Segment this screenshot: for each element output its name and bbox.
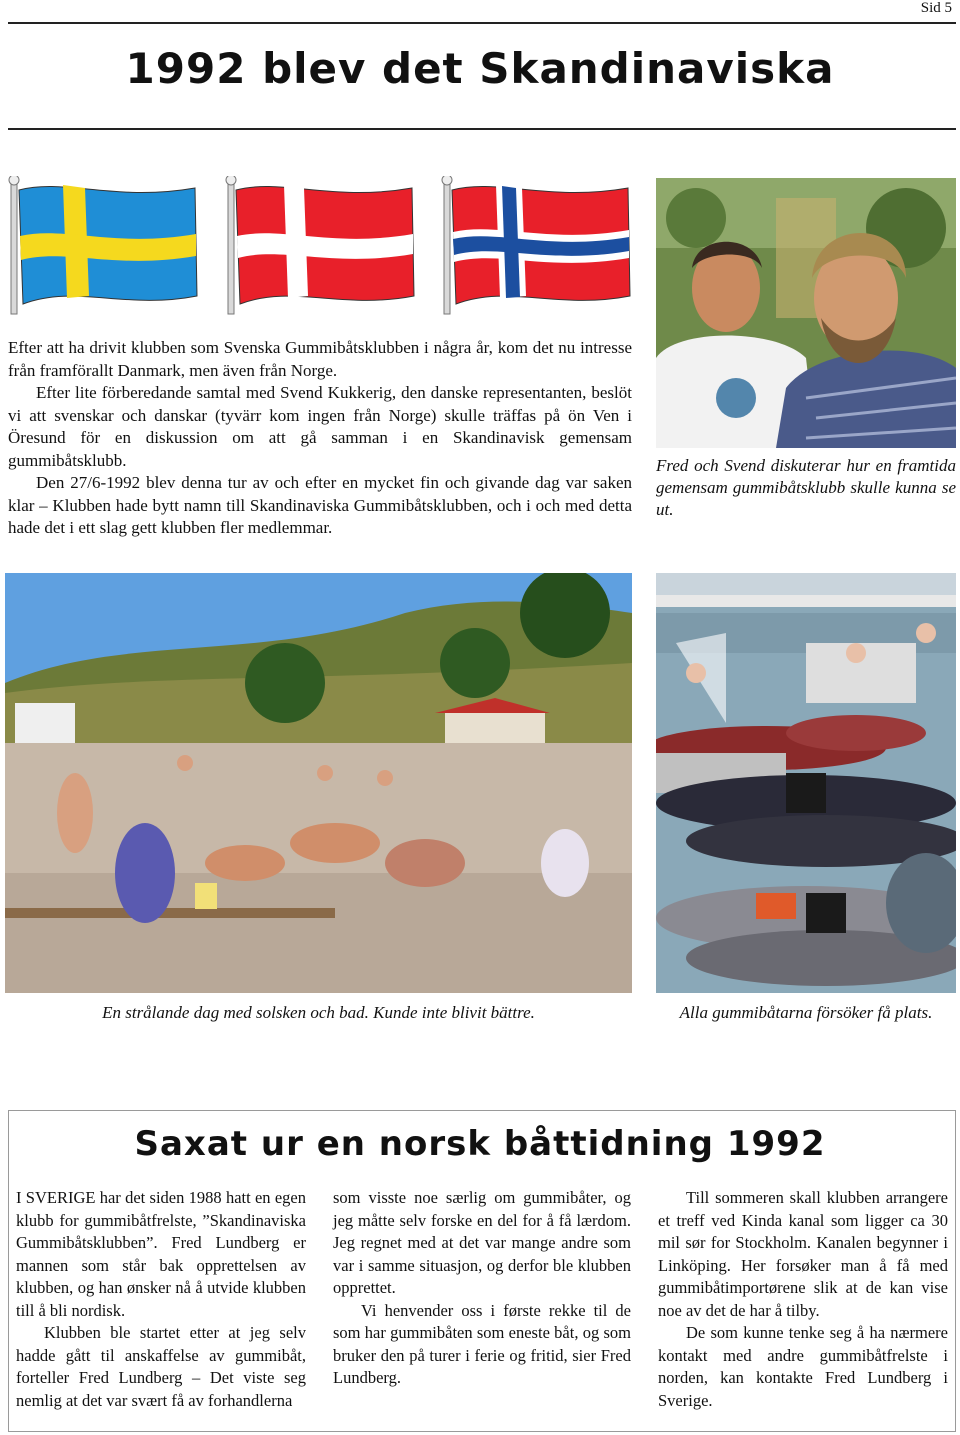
saxat-col1-paragraph-2: Klubben ble startet etter at jeg selv hadde gått til anskaffelse av gummibåt, forteller Fred Lundberg – Det viste seg nemlig at det var svært få av forhandlerna [16, 1323, 306, 1410]
article-paragraph-3: Den 27/6-1992 blev denna tur av och efter en mycket fin och givande dag var saken klar – Klubben hade bytt namn till Skandinaviska Gummibåtsklubben, och i och med detta hade det i ett slag gett klubben fler medlemmar. [8, 473, 632, 537]
saxat-col2-paragraph-2: Vi henvender oss i første rekke til de som har gummibåten som eneste båt, og som bruker den på turer i ferie og fritid, sier Fred Lundberg. [333, 1300, 631, 1387]
saxat-column-3 [658, 1187, 948, 1412]
saxat-col1-paragraph-1: I SVERIGE har det siden 1988 hatt en egen klubb for gummibåtfrelste, ”Skandinaviska Gummibåtsklubben”. Fred Lundberg er mannen som står bak opprettelsen av klubben, og han ønsker nå å utvide klubben till å bli nordisk. [16, 1188, 306, 1320]
boats-photo [656, 573, 956, 993]
article-body [8, 337, 632, 540]
beach-photo [5, 573, 632, 993]
portrait-photo [656, 178, 956, 448]
norway-flag-icon [438, 176, 638, 316]
portrait-caption: Fred och Svend diskuterar hur en framtida gemensam gummibåtsklubb skulle kunna se ut. [656, 456, 956, 519]
article-paragraph-2: Efter lite förberedande samtal med Svend Kukkerig, den danske representanten, beslöt vi att svenskar och danskar (tyvärr kom ingen från Norge) skulle träffas på ön Ven i Öresund för en diskussion om att gå samman i en Skandinavisk gemensam gummibåtsklubb. [8, 383, 632, 470]
saxat-col3-paragraph-1: Till sommeren skall klubben arrangere et treff ved Kinda kanal som ligger ca 30 mil sør for Stockholm. Kanalen begynner i Linköping. Her forsøker man å få med gummibåtimportørene slik at de kan vise noe av det de har å tilby. [658, 1188, 948, 1320]
page-title: 1992 blev det Skandinaviska [125, 44, 835, 93]
article-paragraph-1: Efter att ha drivit klubben som Svenska Gummibåtsklubben i några år, kom det nu intresse från framförallt Danmark, men även från Norge. [8, 338, 632, 380]
saxat-title: Saxat ur en norsk båttidning 1992 [134, 1124, 826, 1164]
saxat-column-2 [333, 1187, 631, 1390]
saxat-column-1 [16, 1187, 306, 1412]
title-bottom-rule [8, 128, 956, 130]
saxat-col2-paragraph-1: som visste noe særlig om gummibåter, og jeg måtte selv forske en del for å få lærdom. Jeg regnet med at det var mange andre som var i samme situasjon, og derfor ble klubben opprettet. [333, 1188, 631, 1297]
beach-caption: En strålande dag med solsken och bad. Kunde inte blivit bättre. [102, 1003, 535, 1022]
page-number: Sid 5 [920, 0, 952, 16]
saxat-col3-paragraph-2: De som kunne tenke seg å ha nærmere kontakt med andre gummibåtfrelste i norden, kan kontakte Fred Lundberg i Sverige. [658, 1323, 948, 1410]
top-rule [8, 22, 956, 24]
sweden-flag-icon [5, 176, 205, 316]
denmark-flag-icon [222, 176, 422, 316]
boats-caption: Alla gummibåtarna försöker få plats. [679, 1003, 933, 1022]
